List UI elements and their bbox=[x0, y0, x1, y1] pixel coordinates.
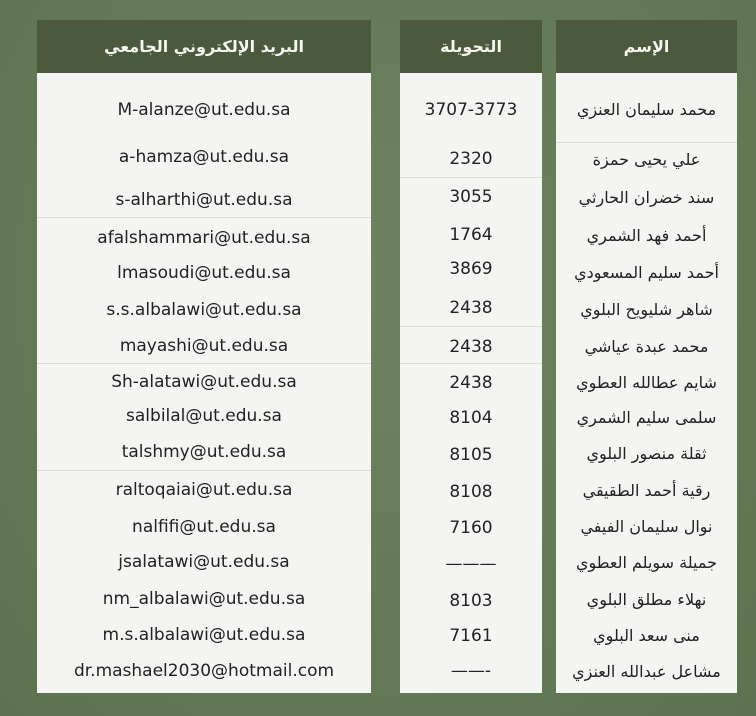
extension-cell: 8104 bbox=[449, 408, 493, 428]
email-cell[interactable]: jsalatawi@ut.edu.sa bbox=[118, 552, 290, 572]
name-cell: سلمى سليم الشمري bbox=[576, 408, 717, 427]
name-cell: شاهر شليويح البلوي bbox=[580, 300, 713, 319]
extension-cell: 2438 bbox=[449, 373, 493, 393]
email-column-header: البريد الإلكتروني الجامعي bbox=[37, 20, 371, 73]
extension-cell: ——— bbox=[445, 554, 497, 574]
name-cell: ثقلة منصور البلوي bbox=[586, 444, 707, 463]
name-cell: علي يحيى حمزة bbox=[592, 150, 701, 169]
extension-cell: 2438 bbox=[449, 337, 493, 357]
divider bbox=[37, 363, 371, 364]
name-cell: أحمد سليم المسعودي bbox=[574, 263, 719, 282]
extension-cell: 7160 bbox=[449, 518, 493, 538]
extension-cell: 8108 bbox=[449, 482, 493, 502]
extension-cell: 2320 bbox=[449, 149, 493, 169]
email-cell[interactable]: dr.mashael2030@hotmail.com bbox=[73, 661, 335, 681]
name-cell: محمد عبدة عياشي bbox=[584, 337, 709, 356]
extension-column-header: التحويلة bbox=[400, 20, 542, 73]
email-cell[interactable]: mayashi@ut.edu.sa bbox=[119, 336, 289, 356]
email-cell[interactable]: s-alharthi@ut.edu.sa bbox=[115, 190, 293, 210]
extension-cell: 3869 bbox=[449, 259, 493, 279]
extension-column bbox=[400, 20, 542, 693]
extension-cell: 1764 bbox=[449, 225, 493, 245]
extension-cell: 8105 bbox=[449, 445, 493, 465]
email-cell[interactable]: nalfifi@ut.edu.sa bbox=[132, 517, 276, 537]
name-cell: أحمد فهد الشمري bbox=[586, 226, 707, 245]
email-cell[interactable]: nm_albalawi@ut.edu.sa bbox=[102, 589, 306, 609]
extension-cell: 3055 bbox=[449, 187, 493, 207]
extension-cell: ——- bbox=[450, 661, 492, 681]
divider bbox=[400, 177, 542, 178]
email-cell[interactable]: m.s.albalawi@ut.edu.sa bbox=[102, 625, 306, 645]
name-cell: نوال سليمان الفيفي bbox=[580, 517, 713, 536]
name-cell: رقية أحمد الطقيقي bbox=[582, 481, 711, 500]
divider bbox=[400, 326, 542, 327]
extension-cell: 3707-3773 bbox=[424, 100, 518, 120]
email-cell[interactable]: raltoqaiai@ut.edu.sa bbox=[115, 480, 293, 500]
name-cell: نهلاء مطلق البلوي bbox=[586, 590, 707, 609]
email-cell[interactable]: salbilal@ut.edu.sa bbox=[126, 406, 282, 426]
name-cell: شايم عطالله العطوي bbox=[576, 373, 717, 392]
name-cell: جميلة سويلم العطوي bbox=[575, 553, 718, 572]
email-cell[interactable]: lmasoudi@ut.edu.sa bbox=[117, 263, 291, 283]
divider bbox=[37, 217, 371, 218]
divider bbox=[556, 142, 737, 143]
divider bbox=[37, 470, 371, 471]
email-cell[interactable]: afalshammari@ut.edu.sa bbox=[97, 228, 311, 248]
name-column-header: الإسم bbox=[556, 20, 737, 73]
extension-cell: 2438 bbox=[449, 298, 493, 318]
name-column bbox=[556, 20, 737, 693]
name-cell: سند خضران الحارثي bbox=[578, 188, 715, 207]
email-cell[interactable]: s.s.albalawi@ut.edu.sa bbox=[106, 300, 302, 320]
name-cell: منى سعد البلوي bbox=[593, 626, 700, 645]
email-column bbox=[37, 20, 371, 693]
email-cell[interactable]: a-hamza@ut.edu.sa bbox=[118, 147, 290, 167]
extension-cell: 8103 bbox=[449, 591, 493, 611]
email-cell[interactable]: Sh-alatawi@ut.edu.sa bbox=[111, 372, 297, 392]
divider bbox=[400, 363, 542, 364]
email-cell[interactable]: M-alanze@ut.edu.sa bbox=[117, 100, 291, 120]
email-cell[interactable]: talshmy@ut.edu.sa bbox=[121, 442, 287, 462]
name-cell: محمد سليمان العنزي bbox=[576, 100, 717, 119]
extension-cell: 7161 bbox=[449, 626, 493, 646]
name-cell: مشاعل عبدالله العنزي bbox=[572, 662, 721, 681]
